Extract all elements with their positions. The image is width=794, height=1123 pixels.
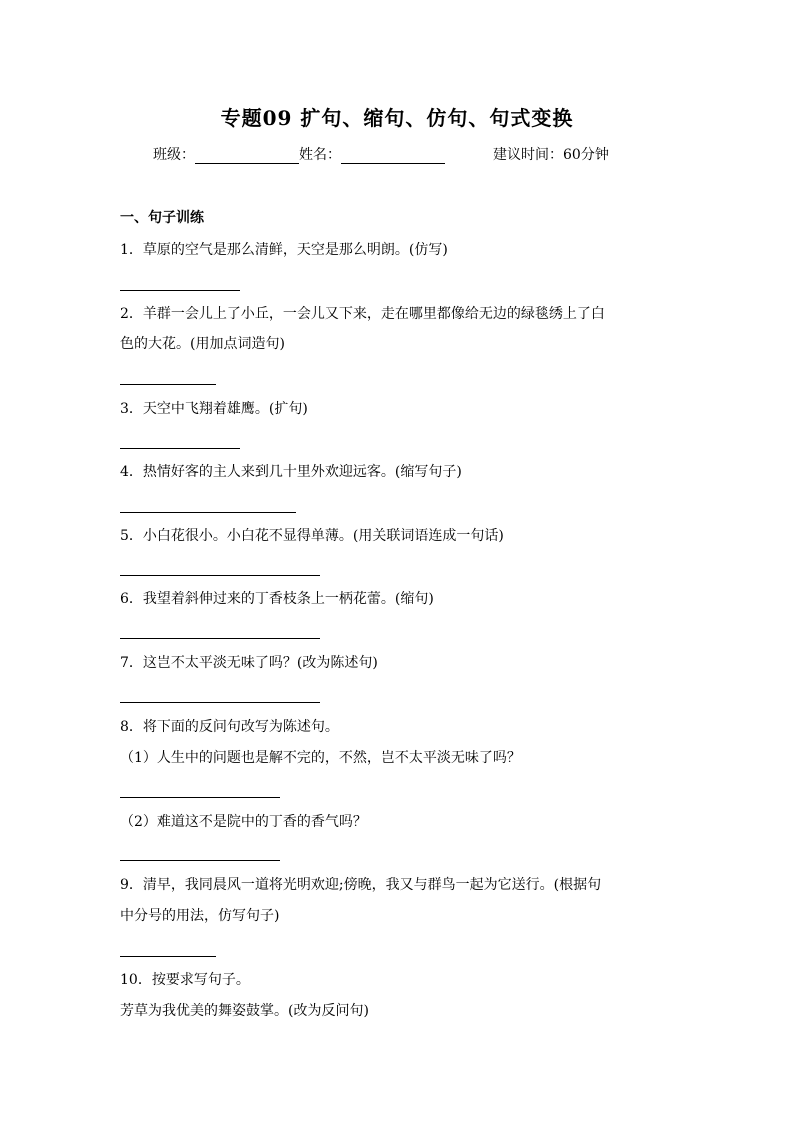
- question-3: 3．天空中飞翔着雄鹰。(扩句): [120, 401, 308, 417]
- answer-line-9[interactable]: [120, 956, 216, 957]
- answer-line-1[interactable]: [120, 290, 240, 291]
- question-4: 4．热情好客的主人来到几十里外欢迎远客。(缩写句子): [120, 464, 462, 480]
- question-8-part-1: （1）人生中的问题也是解不完的，不然，岂不太平淡无味了吗？: [120, 750, 521, 766]
- answer-line-2[interactable]: [120, 384, 216, 385]
- question-1: 1．草原的空气是那么清鲜，天空是那么明朗。(仿写): [120, 242, 448, 258]
- suggested-time: 建议时间：60分钟: [493, 147, 609, 163]
- class-blank[interactable]: [195, 147, 299, 164]
- class-label: 班级：: [153, 147, 195, 163]
- question-8-part-2: （2）难道这不是院中的丁香的香气吗？: [120, 814, 367, 830]
- question-8: 8．将下面的反问句改写为陈述句。: [120, 719, 339, 735]
- section-title: 一、句子训练: [120, 210, 204, 226]
- name-label: 姓名：: [299, 147, 341, 163]
- question-2-cont: 色的大花。(用加点词造句): [120, 336, 285, 352]
- question-9: 9．清早，我同晨风一道将光明欢迎;傍晚，我又与群鸟一起为它送行。(根据句: [120, 877, 602, 893]
- answer-line-7[interactable]: [120, 702, 320, 703]
- question-9-cont: 中分号的用法，仿写句子): [120, 908, 280, 924]
- answer-line-5[interactable]: [120, 575, 320, 576]
- name-blank[interactable]: [341, 147, 445, 164]
- question-10: 10．按要求写句子。: [120, 972, 250, 988]
- question-2: 2．羊群一会儿上了小丘，一会儿又下来，走在哪里都像给无边的绿毯绣上了白: [120, 306, 605, 322]
- answer-line-4[interactable]: [120, 512, 296, 513]
- answer-line-8-1[interactable]: [120, 797, 280, 798]
- student-info-row: [153, 144, 609, 164]
- question-6: 6．我望着斜伸过来的丁香枝条上一柄花蕾。(缩句): [120, 591, 434, 607]
- answer-line-8-2[interactable]: [120, 860, 280, 861]
- question-5: 5．小白花很小。小白花不显得单薄。(用关联词语连成一句话): [120, 528, 504, 544]
- question-7: 7．这岂不太平淡无味了吗？(改为陈述句): [120, 655, 378, 671]
- question-10-sub: 芳草为我优美的舞姿鼓掌。(改为反问句): [120, 1003, 369, 1019]
- page-title: 专题09 扩句、缩句、仿句、句式变换: [220, 106, 574, 130]
- answer-line-6[interactable]: [120, 638, 320, 639]
- answer-line-3[interactable]: [120, 448, 240, 449]
